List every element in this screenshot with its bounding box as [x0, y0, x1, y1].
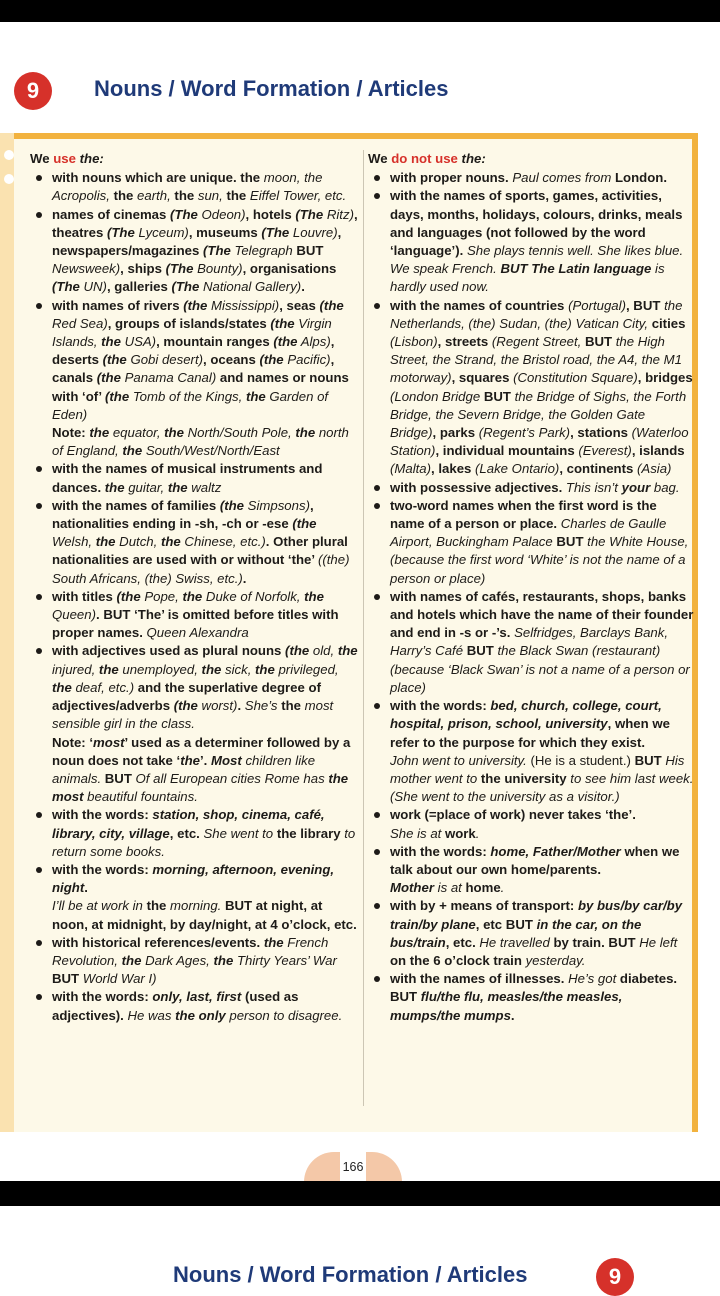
decor-dot	[4, 150, 14, 160]
rule-item: with the words: home, Father/Mother when we talk about our own home/parents. Mother is at home.	[368, 843, 694, 898]
rule-item: with proper nouns. Paul comes from London.	[368, 169, 694, 187]
rule-item: work (=place of work) never takes ‘the’. She is at work.	[368, 806, 694, 842]
panel-side-strip	[0, 133, 14, 1132]
page-title: Nouns / Word Formation / Articles	[94, 76, 449, 101]
rule-item: with the names of musical instruments and dances. the guitar, the waltz	[30, 460, 358, 496]
rule-item: with by + means of transport: by bus/by car/by train/by plane, etc BUT in the car, on the bus/train, etc. He travelled by train. BUT He left on the 6 o’clock train yesterday.	[368, 897, 694, 970]
rule-item: with the words: bed, church, college, court, hospital, prison, school, university, when we refer to the purpose for which they exist. John went to university. (He is a student.) BUT His mother went to the university to see him last week. (She went to the university as a visitor.)	[368, 697, 694, 806]
top-black-bar	[0, 0, 720, 22]
rule-item: with titles (the Pope, the Duke of Norfolk, the Queen). BUT ‘The’ is omitted before titles with proper names. Queen Alexandra	[30, 588, 358, 643]
rule-item: with the words: station, shop, cinema, café, library, city, village, etc. She went to the library to return some books.	[30, 806, 358, 861]
rule-item: with adjectives used as plural nouns (the old, the injured, the unemployed, the sick, the privileged, the deaf, etc.) and the superlative degree of adjectives/adverbs (the worst). She’s the most sensible girl in the class. Note: ‘most’ used as a determiner followed by a noun does not take ‘the’. Most children like animals. BUT Of all European cities Rome has the most beautiful fountains.	[30, 642, 358, 806]
heading-accent: use	[53, 151, 76, 166]
page-separator-bar	[0, 1181, 720, 1206]
column-heading: We use the:	[30, 151, 104, 166]
page-number: 166	[342, 1160, 364, 1174]
page-tab-decoration	[304, 1152, 340, 1182]
rule-item: with the names of illnesses. He’s got diabetes. BUT flu/the flu, measles/the measles, mumps/the mumps.	[368, 970, 694, 1025]
chapter-number-badge: 9	[14, 72, 52, 110]
rule-item: with names of cafés, restaurants, shops, banks and hotels which have the name of their founder and end in -s or -’s. Selfridges, Barclays Bank, Harry’s Café BUT the Black Swan (restaurant) (because ‘Black Swan’ is not a name of a person or place)	[368, 588, 694, 697]
rule-item: with the words: only, last, first (used as adjectives). He was the only person to disagree.	[30, 988, 358, 1024]
column-divider	[363, 150, 364, 1106]
rule-item: with possessive adjectives. This isn’t your bag.	[368, 479, 694, 497]
column-heading: We do not use the:	[368, 151, 486, 166]
use-the-column	[30, 150, 358, 1025]
page-tab-decoration	[366, 1152, 402, 1182]
rule-list	[30, 169, 358, 1025]
rule-item: with the names of families (the Simpsons), nationalities ending in -sh, -ch or -ese (the Welsh, the Dutch, the Chinese, etc.). Other plural nationalities are used with or without ‘the’ ((the) South Africans, (the) Swiss, etc.).	[30, 497, 358, 588]
heading-accent: do not use	[391, 151, 458, 166]
do-not-use-the-column	[368, 150, 694, 1025]
next-chapter-badge: 9	[596, 1258, 634, 1296]
rule-item: with the names of countries (Portugal), BUT the Netherlands, (the) Sudan, (the) Vatican City, cities (Lisbon), streets (Regent Street, BUT the High Street, the Strand, the Bristol road, the A4, the M1 motorway), squares (Constitution Square), bridges (London Bridge BUT the Bridge of Sighs, the Forth Bridge, the Severn Bridge, the Golden Gate Bridge), parks (Regent’s Park), stations (Waterloo Station), individual mountains (Everest), islands (Malta), lakes (Lake Ontario), continents (Asia)	[368, 297, 694, 479]
rule-item: with the names of sports, games, activities, days, months, holidays, colours, drinks, meals and languages (not followed by the word ‘language’). She plays tennis well. She likes blue. We speak French. BUT The Latin language is hardly used now.	[368, 187, 694, 296]
rule-item: with nouns which are unique. the moon, the Acropolis, the earth, the sun, the Eiffel Tower, etc.	[30, 169, 358, 205]
rule-item: with the words: morning, afternoon, evening, night. I’ll be at work in the morning. BUT at night, at noon, at midnight, by day/night, at 4 o’clock, etc.	[30, 861, 358, 934]
rule-list	[368, 169, 694, 1025]
decor-dot	[4, 174, 14, 184]
rule-item: two-word names when the first word is the name of a person or place. Charles de Gaulle Airport, Buckingham Palace BUT the White House, (because the first word ‘White’ is not the name of a person or place)	[368, 497, 694, 588]
rule-item: with names of rivers (the Mississippi), seas (the Red Sea), groups of islands/states (the Virgin Islands, the USA), mountain ranges (the Alps), deserts (the Gobi desert), oceans (the Pacific), canals (the Panama Canal) and names or nouns with ‘of’ (the Tomb of the Kings, the Garden of Eden) Note: the equator, the North/South Pole, the north of England, the South/West/North/East	[30, 297, 358, 461]
rule-item: with historical references/events. the French Revolution, the Dark Ages, the Thirty Years’ War BUT World War I)	[30, 934, 358, 989]
next-page-title: Nouns / Word Formation / Articles	[173, 1262, 528, 1287]
rule-item: names of cinemas (The Odeon), hotels (The Ritz), theatres (The Lyceum), museums (The Louvre), newspapers/magazines (The Telegraph BUT Newsweek), ships (The Bounty), organisations (The UN), galleries (The National Gallery).	[30, 206, 358, 297]
